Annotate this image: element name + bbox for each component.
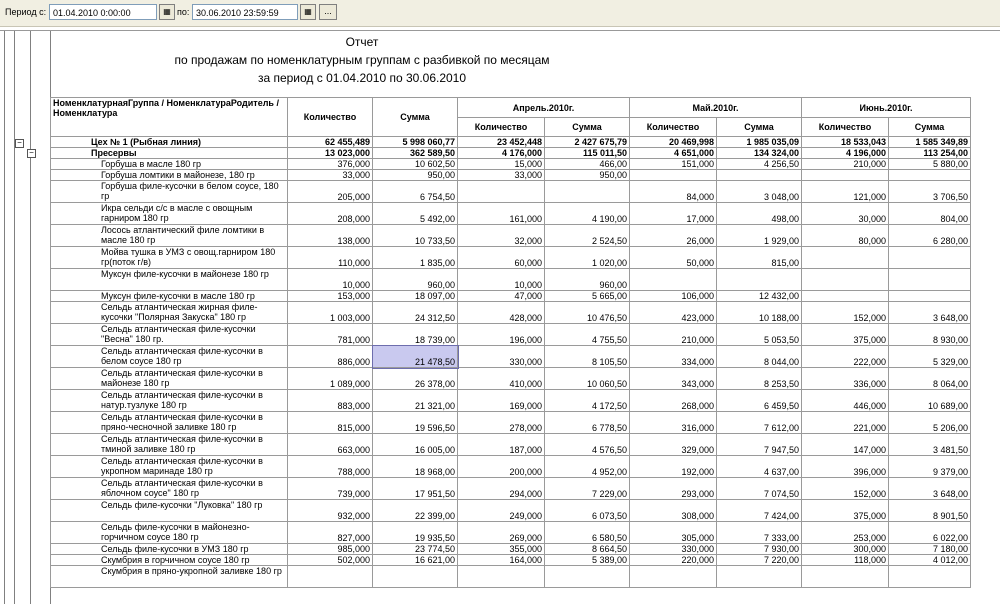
cell-value[interactable]: 205,000	[288, 181, 373, 203]
cell-value[interactable]: 950,00	[545, 170, 630, 181]
cell-value[interactable]: 788,000	[288, 456, 373, 478]
cell-value[interactable]: 4 256,50	[717, 159, 802, 170]
cell-value[interactable]: 15,000	[458, 159, 545, 170]
cell-value[interactable]: 932,000	[288, 500, 373, 522]
cell-value[interactable]	[717, 269, 802, 291]
cell-value[interactable]	[802, 170, 889, 181]
cell-value[interactable]	[889, 170, 971, 181]
cell-value[interactable]: 336,000	[802, 368, 889, 390]
cell-value[interactable]: 1 985 035,09	[717, 137, 802, 148]
cell-value[interactable]: 316,000	[630, 412, 717, 434]
table-row[interactable]	[51, 159, 971, 170]
calendar-icon: ▦	[163, 7, 171, 16]
row-name[interactable]: Сельдь атлантическая филе-кусочки "Весна" 180 гр.	[51, 324, 288, 346]
cell-value[interactable]: 17,000	[630, 203, 717, 225]
cell-value[interactable]: 161,000	[458, 203, 545, 225]
cell-value[interactable]: 8 044,00	[717, 346, 802, 368]
row-name[interactable]: Мойва тушка в УМЗ с овощ.гарниром 180 гр(поток г/в)	[51, 247, 288, 269]
header-qty: Количество	[458, 118, 545, 137]
cell-value[interactable]: 1 003,000	[288, 302, 373, 324]
cell-value[interactable]: 3 706,50	[889, 181, 971, 203]
cell-value[interactable]: 334,000	[630, 346, 717, 368]
table-row[interactable]	[51, 170, 971, 181]
cell-value[interactable]: 268,000	[630, 390, 717, 412]
cell-value[interactable]: 502,000	[288, 555, 373, 566]
cell-value[interactable]: 950,00	[373, 170, 458, 181]
header-month-may: Май.2010г.	[630, 98, 802, 118]
table-row[interactable]	[51, 390, 971, 412]
cell-value[interactable]: 5 492,00	[373, 203, 458, 225]
cell-value[interactable]: 253,000	[802, 522, 889, 544]
cell-value[interactable]	[802, 566, 889, 588]
row-name[interactable]: Сельдь атлантическая филе-кусочки в яблочном соусе" 180 гр	[51, 478, 288, 500]
cell-value[interactable]: 4 755,50	[545, 324, 630, 346]
header-sum: Сумма	[889, 118, 971, 137]
cell-value[interactable]: 5 053,50	[717, 324, 802, 346]
cell-value[interactable]: 19 596,50	[373, 412, 458, 434]
cell-value[interactable]: 115 011,50	[545, 148, 630, 159]
cell-value[interactable]: 1 585 349,89	[889, 137, 971, 148]
cell-value[interactable]: 118,000	[802, 555, 889, 566]
table-row[interactable]	[51, 203, 971, 225]
cell-value[interactable]	[288, 566, 373, 588]
cell-value[interactable]: 221,000	[802, 412, 889, 434]
table-row[interactable]	[51, 324, 971, 346]
cell-value[interactable]: 8 930,00	[889, 324, 971, 346]
cell-value[interactable]: 113 254,00	[889, 148, 971, 159]
cell-value[interactable]: 375,000	[802, 500, 889, 522]
cell-value[interactable]: 5 329,00	[889, 346, 971, 368]
cell-value[interactable]: 362 589,50	[373, 148, 458, 159]
cell-value[interactable]: 329,000	[630, 434, 717, 456]
cell-value[interactable]: 343,000	[630, 368, 717, 390]
table-row[interactable]	[51, 412, 971, 434]
report-table	[50, 97, 971, 588]
cell-value[interactable]: 1 835,00	[373, 247, 458, 269]
cell-value[interactable]: 278,000	[458, 412, 545, 434]
collapse-subgroup-button[interactable]	[27, 149, 36, 158]
cell-value[interactable]: 23 452,448	[458, 137, 545, 148]
cell-value[interactable]: 376,000	[288, 159, 373, 170]
cell-value[interactable]: 5 998 060,77	[373, 137, 458, 148]
cell-value[interactable]: 10,000	[288, 269, 373, 291]
cell-value[interactable]	[802, 291, 889, 302]
header-month-june: Июнь.2010г.	[802, 98, 971, 118]
cell-value[interactable]: 1 020,00	[545, 247, 630, 269]
cell-value[interactable]: 739,000	[288, 478, 373, 500]
cell-value[interactable]: 32,000	[458, 225, 545, 247]
table-row[interactable]	[51, 148, 971, 159]
cell-value[interactable]	[802, 247, 889, 269]
cell-value[interactable]: 960,00	[373, 269, 458, 291]
collapse-group-button[interactable]	[15, 139, 24, 148]
cell-value[interactable]: 8 253,50	[717, 368, 802, 390]
report-period: за период с 01.04.2010 по 30.06.2010	[257, 71, 467, 85]
cell-value[interactable]: 10 733,50	[373, 225, 458, 247]
cell-value[interactable]: 410,000	[458, 368, 545, 390]
row-name[interactable]: Горбуша ломтики в майонезе, 180 гр	[51, 170, 288, 181]
cell-value[interactable]: 330,000	[630, 544, 717, 555]
period-label: Период с:	[5, 7, 47, 17]
cell-value[interactable]: 3 048,00	[717, 181, 802, 203]
cell-value[interactable]	[545, 181, 630, 203]
cell-value[interactable]: 152,000	[802, 302, 889, 324]
cell-value[interactable]: 8 664,50	[545, 544, 630, 555]
cell-value[interactable]: 47,000	[458, 291, 545, 302]
cell-value[interactable]: 187,000	[458, 434, 545, 456]
cell-value[interactable]: 446,000	[802, 390, 889, 412]
cell-value[interactable]	[889, 269, 971, 291]
table-row[interactable]	[51, 456, 971, 478]
cell-value[interactable]: 60,000	[458, 247, 545, 269]
header-qty: Количество	[802, 118, 889, 137]
report-subtitle: по продажам по номенклатурным группам с разбивкой по месяцам	[174, 53, 550, 67]
row-name[interactable]: Муксун филе-кусочки в майонезе 180 гр	[51, 269, 288, 291]
choose-period-button[interactable]: ...	[319, 4, 337, 20]
cell-value[interactable]: 663,000	[288, 434, 373, 456]
row-name[interactable]: Муксун филе-кусочки в масле 180 гр	[51, 291, 288, 302]
cell-value[interactable]: 10,000	[458, 269, 545, 291]
cell-value[interactable]: 3 481,50	[889, 434, 971, 456]
table-row[interactable]	[51, 247, 971, 269]
cell-value[interactable]: 8 105,50	[545, 346, 630, 368]
table-row[interactable]	[51, 269, 971, 291]
cell-value[interactable]: 10 060,50	[545, 368, 630, 390]
cell-value[interactable]	[889, 566, 971, 588]
cell-value[interactable]: 18 097,00	[373, 291, 458, 302]
cell-value[interactable]: 16 005,00	[373, 434, 458, 456]
cell-value[interactable]: 804,00	[889, 203, 971, 225]
cell-value[interactable]: 23 774,50	[373, 544, 458, 555]
calendar-icon: ▦	[304, 7, 312, 16]
cell-value[interactable]	[458, 566, 545, 588]
cell-value[interactable]: 16 621,00	[373, 555, 458, 566]
cell-value[interactable]: 21 321,00	[373, 390, 458, 412]
cell-value[interactable]: 1 089,000	[288, 368, 373, 390]
cell-value[interactable]: 33,000	[458, 170, 545, 181]
cell-value[interactable]: 4 651,000	[630, 148, 717, 159]
cell-value[interactable]: 18 533,043	[802, 137, 889, 148]
grouping-gutter	[0, 31, 51, 604]
row-name[interactable]: Скумбрия в горчичном соусе 180 гр	[51, 555, 288, 566]
cell-value[interactable]: 4 576,50	[545, 434, 630, 456]
cell-value[interactable]: 152,000	[802, 478, 889, 500]
cell-value[interactable]: 24 312,50	[373, 302, 458, 324]
cell-value[interactable]: 423,000	[630, 302, 717, 324]
table-row[interactable]	[51, 302, 971, 324]
cell-value[interactable]: 12 432,00	[717, 291, 802, 302]
header-qty: Количество	[630, 118, 717, 137]
header-qty-total: Количество	[288, 98, 373, 137]
cell-value[interactable]: 5 389,00	[545, 555, 630, 566]
cell-value[interactable]: 4 012,00	[889, 555, 971, 566]
cell-value[interactable]: 4 172,50	[545, 390, 630, 412]
cell-value[interactable]: 7 930,00	[717, 544, 802, 555]
cell-value[interactable]: 147,000	[802, 434, 889, 456]
cell-value[interactable]: 220,000	[630, 555, 717, 566]
gutter-line	[4, 31, 5, 604]
row-name[interactable]: Сельдь атлантическая филе-кусочки в укропном маринаде 180 гр	[51, 456, 288, 478]
table-row[interactable]	[51, 225, 971, 247]
cell-value[interactable]: 9 379,00	[889, 456, 971, 478]
cell-value[interactable]: 33,000	[288, 170, 373, 181]
cell-value[interactable]	[889, 247, 971, 269]
cell-value[interactable]: 17 951,50	[373, 478, 458, 500]
cell-value[interactable]: 80,000	[802, 225, 889, 247]
cell-value[interactable]	[458, 181, 545, 203]
cell-value[interactable]: 428,000	[458, 302, 545, 324]
table-row[interactable]	[51, 478, 971, 500]
cell-value[interactable]: 375,000	[802, 324, 889, 346]
report-area	[0, 30, 1000, 604]
cell-value[interactable]: 498,00	[717, 203, 802, 225]
row-name[interactable]: Пресервы	[51, 148, 288, 159]
row-name[interactable]: Сельдь филе-кусочки в УМЗ 180 гр	[51, 544, 288, 555]
cell-value[interactable]: 7 947,50	[717, 434, 802, 456]
row-name[interactable]: Сельдь филе-кусочки "Луковка" 180 гр	[51, 500, 288, 522]
row-name[interactable]: Сельдь атлантическая филе-кусочки в пряно-чесночной заливке 180 гр	[51, 412, 288, 434]
cell-value[interactable]: 50,000	[630, 247, 717, 269]
cell-value[interactable]: 249,000	[458, 500, 545, 522]
cell-value[interactable]: 18 968,00	[373, 456, 458, 478]
cell-value[interactable]: 30,000	[802, 203, 889, 225]
header-sum: Сумма	[717, 118, 802, 137]
cell-value[interactable]: 121,000	[802, 181, 889, 203]
header-sum-total: Сумма	[373, 98, 458, 137]
table-row[interactable]	[51, 555, 971, 566]
table-row[interactable]	[51, 500, 971, 522]
cell-value[interactable]: 6 073,50	[545, 500, 630, 522]
cell-value[interactable]: 10 689,00	[889, 390, 971, 412]
cell-value[interactable]: 8 064,00	[889, 368, 971, 390]
row-name[interactable]: Сельдь атлантическая филе-кусочки в натур.тузлуке 180 гр	[51, 390, 288, 412]
cell-value[interactable]: 26 378,00	[373, 368, 458, 390]
cell-value[interactable]: 7 074,50	[717, 478, 802, 500]
cell-value[interactable]: 305,000	[630, 522, 717, 544]
cell-value[interactable]: 330,000	[458, 346, 545, 368]
table-row[interactable]	[51, 566, 971, 588]
cell-value[interactable]	[802, 269, 889, 291]
row-name[interactable]: Цех № 1 (Рыбная линия)	[51, 137, 288, 148]
cell-value[interactable]: 5 665,00	[545, 291, 630, 302]
cell-value[interactable]: 1 929,00	[717, 225, 802, 247]
calendar-from-button[interactable]	[159, 4, 175, 20]
header-group: НоменклатурнаяГруппа / НоменклатураРодитель / Номенклатура	[51, 98, 288, 137]
cell-value[interactable]: 815,00	[717, 247, 802, 269]
cell-value[interactable]: 6 754,50	[373, 181, 458, 203]
cell-value[interactable]: 886,000	[288, 346, 373, 368]
cell-value[interactable]: 985,000	[288, 544, 373, 555]
cell-value[interactable]	[889, 291, 971, 302]
cell-value[interactable]: 62 455,489	[288, 137, 373, 148]
cell-value[interactable]	[630, 170, 717, 181]
cell-value[interactable]: 8 901,50	[889, 500, 971, 522]
cell-value[interactable]: 196,000	[458, 324, 545, 346]
cell-value[interactable]: 84,000	[630, 181, 717, 203]
table-row[interactable]	[51, 137, 971, 148]
cell-value[interactable]: 4 637,00	[717, 456, 802, 478]
cell-value[interactable]: 269,000	[458, 522, 545, 544]
cell-value[interactable]: 7 333,00	[717, 522, 802, 544]
cell-value[interactable]: 106,000	[630, 291, 717, 302]
cell-value[interactable]: 7 180,00	[889, 544, 971, 555]
row-name[interactable]: Сельдь атлантическая филе-кусочки в белом соусе 180 гр	[51, 346, 288, 368]
cell-value[interactable]: 827,000	[288, 522, 373, 544]
cell-value[interactable]: 20 469,998	[630, 137, 717, 148]
row-name[interactable]: Скумбрия в пряно-укропной заливке 180 гр	[51, 566, 288, 588]
cell-value[interactable]	[373, 566, 458, 588]
cell-value[interactable]: 2 524,50	[545, 225, 630, 247]
row-name[interactable]: Сельдь филе-кусочки в майонезно-горчичном соусе 180 гр	[51, 522, 288, 544]
header-sum: Сумма	[545, 118, 630, 137]
cell-value[interactable]: 222,000	[802, 346, 889, 368]
cell-value[interactable]: 10 188,00	[717, 302, 802, 324]
cell-value[interactable]: 4 176,000	[458, 148, 545, 159]
to-label: по:	[177, 7, 190, 17]
cell-value[interactable]: 3 648,00	[889, 478, 971, 500]
cell-value[interactable]: 26,000	[630, 225, 717, 247]
cell-value[interactable]: 355,000	[458, 544, 545, 555]
cell-value[interactable]: 4 952,00	[545, 456, 630, 478]
row-name[interactable]: Горбуша филе-кусочки в белом соусе, 180 гр	[51, 181, 288, 203]
cell-value[interactable]: 466,00	[545, 159, 630, 170]
cell-value[interactable]: 19 935,50	[373, 522, 458, 544]
table-row[interactable]	[51, 291, 971, 302]
cell-value[interactable]: 5 206,00	[889, 412, 971, 434]
cell-value[interactable]: 210,000	[630, 324, 717, 346]
gutter-line	[14, 31, 15, 604]
cell-value[interactable]: 300,000	[802, 544, 889, 555]
cell-value[interactable]	[630, 269, 717, 291]
minus-icon: −	[17, 138, 22, 147]
cell-value[interactable]: 6 778,50	[545, 412, 630, 434]
cell-value[interactable]: 6 459,50	[717, 390, 802, 412]
cell-value[interactable]: 7 424,00	[717, 500, 802, 522]
cell-value[interactable]: 21 478,50	[373, 346, 458, 368]
cell-value[interactable]: 293,000	[630, 478, 717, 500]
cell-value[interactable]: 308,000	[630, 500, 717, 522]
cell-value[interactable]: 3 648,00	[889, 302, 971, 324]
cell-value[interactable]: 110,000	[288, 247, 373, 269]
cell-value[interactable]	[717, 170, 802, 181]
cell-value[interactable]: 7 612,00	[717, 412, 802, 434]
calendar-to-button[interactable]	[300, 4, 316, 20]
header-month-april: Апрель.2010г.	[458, 98, 630, 118]
cell-value[interactable]: 153,000	[288, 291, 373, 302]
table-row[interactable]	[51, 368, 971, 390]
date-from-input[interactable]: 01.04.2010 0:00:00	[49, 4, 157, 20]
row-name[interactable]: Лосось атлантический филе ломтики в масле 180 гр	[51, 225, 288, 247]
cell-value[interactable]: 7 220,00	[717, 555, 802, 566]
cell-value[interactable]: 10 476,50	[545, 302, 630, 324]
cell-value[interactable]: 200,000	[458, 456, 545, 478]
cell-value[interactable]: 10 602,50	[373, 159, 458, 170]
cell-value[interactable]: 22 399,00	[373, 500, 458, 522]
table-row[interactable]	[51, 522, 971, 544]
row-name[interactable]: Икра сельди с/с в масле с овощным гарниром 180 гр	[51, 203, 288, 225]
cell-value[interactable]: 4 196,000	[802, 148, 889, 159]
cell-value[interactable]: 960,00	[545, 269, 630, 291]
cell-value[interactable]: 151,000	[630, 159, 717, 170]
cell-value[interactable]: 210,000	[802, 159, 889, 170]
cell-value[interactable]: 5 880,00	[889, 159, 971, 170]
cell-value[interactable]: 7 229,00	[545, 478, 630, 500]
table-row[interactable]	[51, 434, 971, 456]
cell-value[interactable]: 18 739,00	[373, 324, 458, 346]
cell-value[interactable]: 192,000	[630, 456, 717, 478]
cell-value[interactable]: 208,000	[288, 203, 373, 225]
row-name[interactable]: Сельдь атлантическая филе-кусочки в майонезе 180 гр	[51, 368, 288, 390]
cell-value[interactable]: 6 280,00	[889, 225, 971, 247]
cell-value[interactable]: 138,000	[288, 225, 373, 247]
cell-value[interactable]: 883,000	[288, 390, 373, 412]
minus-icon: −	[29, 148, 34, 157]
cell-value[interactable]: 169,000	[458, 390, 545, 412]
row-name[interactable]: Горбуша в масле 180 гр	[51, 159, 288, 170]
cell-value[interactable]: 396,000	[802, 456, 889, 478]
cell-value[interactable]: 294,000	[458, 478, 545, 500]
table-row[interactable]	[51, 544, 971, 555]
cell-value[interactable]	[545, 566, 630, 588]
cell-value[interactable]: 6 580,50	[545, 522, 630, 544]
table-row[interactable]	[51, 181, 971, 203]
cell-value[interactable]: 815,000	[288, 412, 373, 434]
row-name[interactable]: Сельдь атлантическая филе-кусочки в тминой заливке 180 гр	[51, 434, 288, 456]
gutter-line	[30, 31, 31, 604]
report-title: Отчет	[345, 35, 379, 49]
row-name[interactable]: Сельдь атлантическая жирная филе-кусочки "Полярная Закуска" 180 гр	[51, 302, 288, 324]
cell-value[interactable]: 2 427 675,79	[545, 137, 630, 148]
table-row[interactable]	[51, 346, 971, 368]
cell-value[interactable]: 13 023,000	[288, 148, 373, 159]
cell-value[interactable]	[717, 566, 802, 588]
cell-value[interactable]	[630, 566, 717, 588]
cell-value[interactable]: 164,000	[458, 555, 545, 566]
cell-value[interactable]: 134 324,00	[717, 148, 802, 159]
cell-value[interactable]: 781,000	[288, 324, 373, 346]
date-to-input[interactable]: 30.06.2010 23:59:59	[192, 4, 298, 20]
cell-value[interactable]: 6 022,00	[889, 522, 971, 544]
cell-value[interactable]: 4 190,00	[545, 203, 630, 225]
toolbar	[0, 0, 1000, 27]
